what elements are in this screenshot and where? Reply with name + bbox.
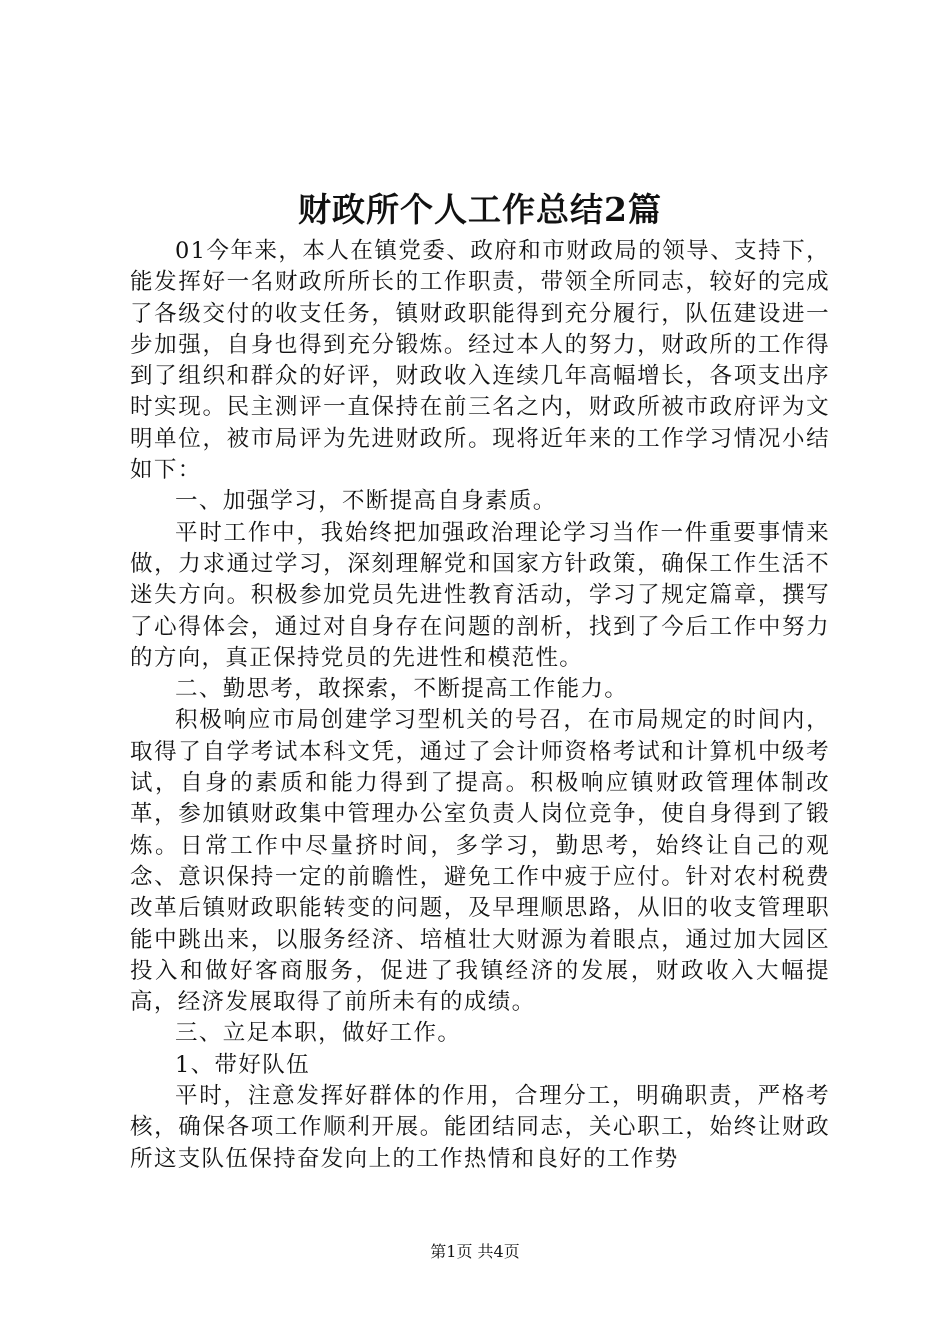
paragraph-team: 平时，注意发挥好群体的作用，合理分工，明确职责，严格考核，确保各项工作顺利开展。能团结同志，关心职工，始终让财政所这支队伍保持奋发向上的工作热情和良好的工作势 [130, 1083, 830, 1172]
paragraph-ability: 积极响应市局创建学习型机关的号召，在市局规定的时间内，取得了自学考试本科文凭，通过了会计师资格考试和计算机中级考试，自身的素质和能力得到了提高。积极响应镇财政管理体制改革，参加镇财政集中管理办公室负责人岗位竞争，使自身得到了锻炼。日常工作中尽量挤时间，多学习，勤思考，始终让自己的观念、意识保持一定的前瞻性，避免工作中疲于应付。针对农村税费改革后镇财政职能转变的问题，及早理顺思路，从旧的收支管理职能中跳出来，以服务经济、培植壮大财源为着眼点，通过加大园区投入和做好客商服务，促进了我镇经济的发展，财政收入大幅提高，经济发展取得了前所未有的成绩。 [130, 707, 830, 1016]
subsection-heading-1: 1、带好队伍 [175, 1051, 310, 1078]
paragraph-study: 平时工作中，我始终把加强政治理论学习当作一件重要事情来做，力求通过学习，深刻理解党和国家方针政策，确保工作生活不迷失方向。积极参加党员先进性教育活动，学习了规定篇章，撰写了心得体会，通过对自身存在问题的剖析，找到了今后工作中努力的方向，真正保持党员的先进性和模范性。 [130, 519, 830, 671]
page-number: 第1页 共4页 [430, 1242, 520, 1261]
document-body [130, 236, 830, 1175]
section-heading-1: 一、加强学习，不断提高自身素质。 [175, 488, 557, 515]
section-heading-3: 三、立足本职，做好工作。 [175, 1020, 462, 1047]
section-heading-2: 二、勤思考，敢探索，不断提高工作能力。 [175, 676, 629, 703]
paragraph-intro: 01今年来，本人在镇党委、政府和市财政局的领导、支持下，能发挥好一名财政所所长的工作职责，带领全所同志，较好的完成了各级交付的收支任务，镇财政职能得到充分履行，队伍建设进一步加强，自身也得到充分锻炼。经过本人的努力，财政所的工作得到了组织和群众的好评，财政收入连续几年高幅增长，各项支出序时实现。民主测评一直保持在前三名之内，财政所被市政府评为文明单位，被市局评为先进财政所。现将近年来的工作学习情况小结如下： [130, 238, 830, 484]
document-title: 财政所个人工作总结2篇 [298, 190, 662, 229]
